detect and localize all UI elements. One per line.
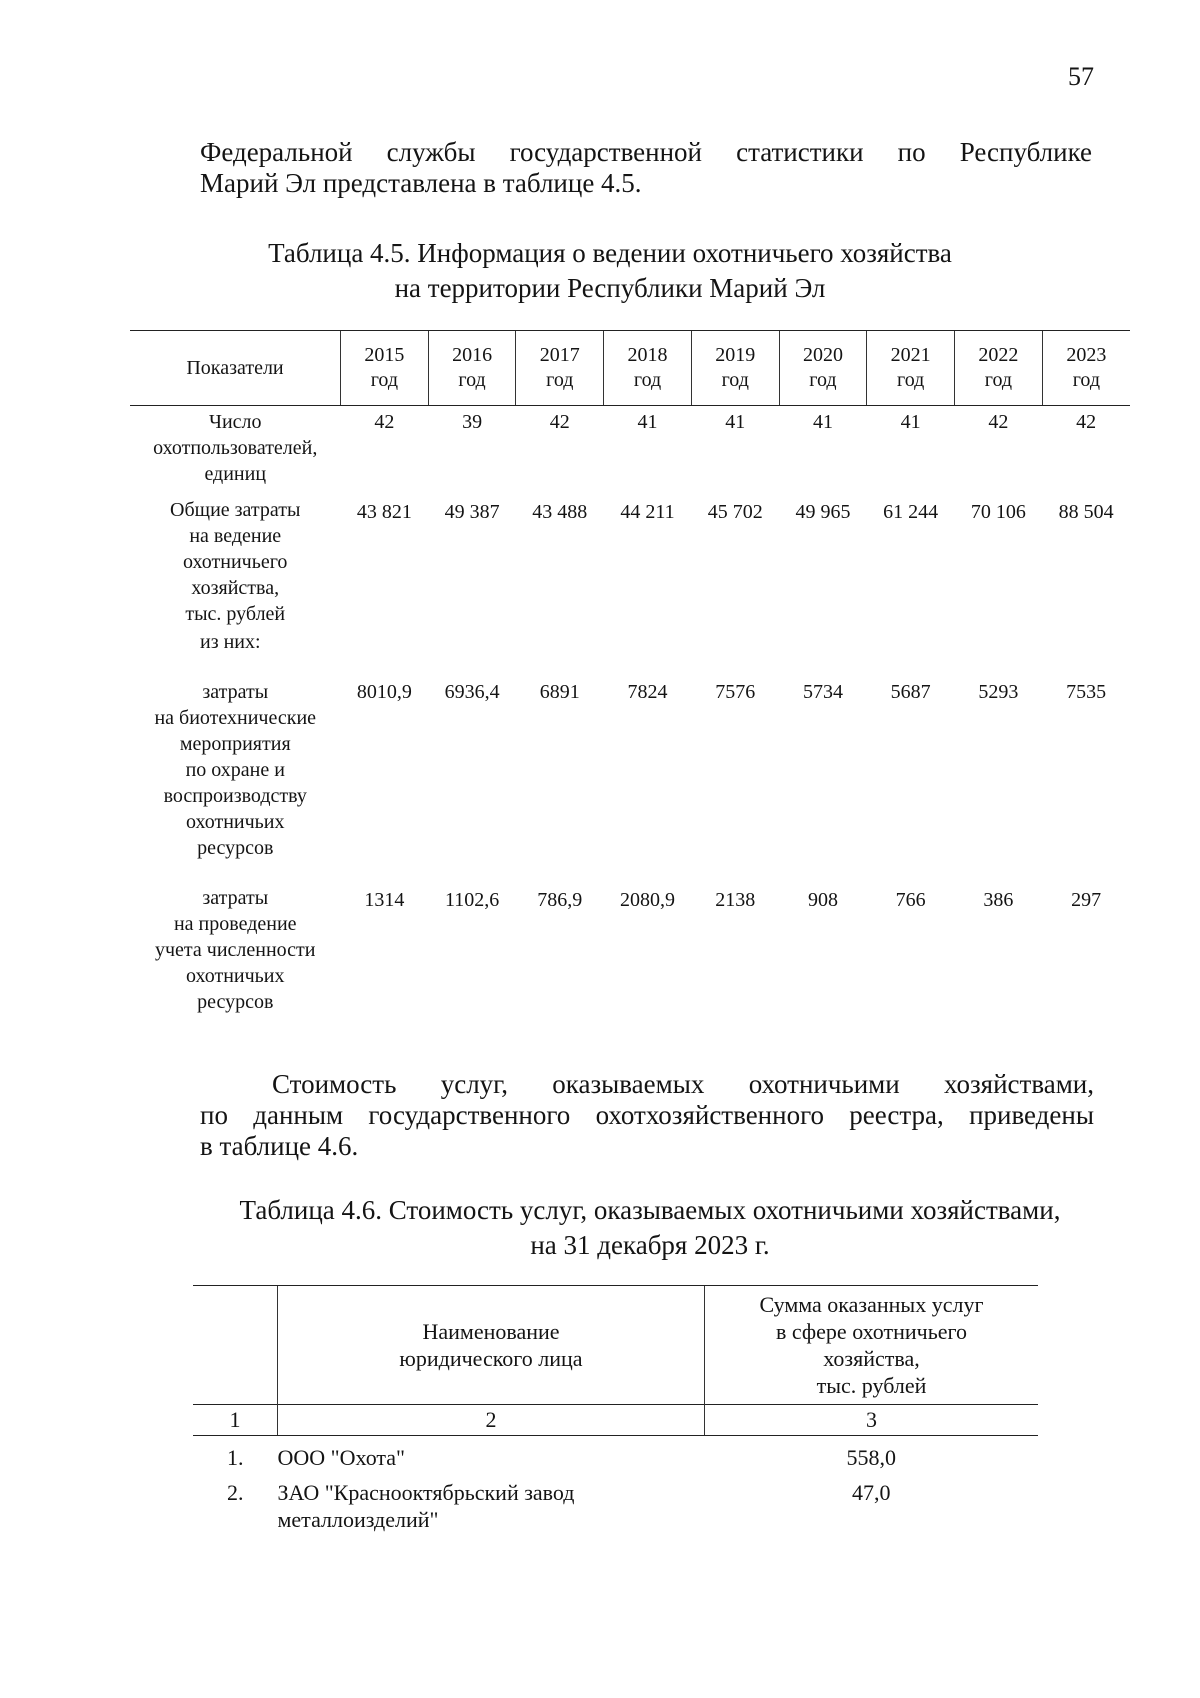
- cell-value: 41: [812, 411, 833, 433]
- cell-value: 7535: [1066, 681, 1107, 703]
- cell-value: 1314: [364, 889, 405, 911]
- year-header: 2021 год: [867, 331, 955, 406]
- row-number: 2.: [227, 1480, 244, 1505]
- table-row: [130, 679, 1130, 885]
- table-4-5-caption: [130, 236, 1090, 306]
- table-row: [130, 406, 1130, 498]
- services-paragraph: [200, 1069, 1094, 1162]
- services-line-1: Стоимость услуг, оказываемых охотничьими хозяйствами,: [272, 1069, 1094, 1099]
- table-4-6-caption: [150, 1193, 1150, 1263]
- intro-line-2: Марий Эл представлена в таблице 4.5.: [200, 168, 642, 198]
- cell-value: 5293: [978, 681, 1019, 703]
- year-header: 2016 год: [428, 331, 516, 406]
- table-row: [130, 885, 1130, 1027]
- cell-value: 43 488: [532, 501, 588, 523]
- caption-line-2: на территории Республики Марий Эл: [394, 273, 826, 303]
- cell-value: 908: [807, 889, 838, 911]
- table-header-row: [193, 1286, 1038, 1405]
- legal-entity-name: ЗАО "Краснооктябрьский завод металлоизделий": [277, 1480, 575, 1532]
- cell-value: 42: [374, 411, 395, 433]
- cell-value: 42: [549, 411, 570, 433]
- cell-value: 6936,4: [444, 681, 500, 703]
- table-header-row: [130, 331, 1130, 406]
- cell-value: 41: [725, 411, 746, 433]
- cell-value: 44 211: [620, 501, 675, 523]
- subheader-label: из них:: [200, 631, 261, 653]
- table-row: [193, 1471, 1038, 1533]
- cell-value: 1102,6: [444, 889, 500, 911]
- cell-value: 386: [983, 889, 1014, 911]
- services-sum: 47,0: [852, 1480, 891, 1505]
- cell-value: 2080,9: [620, 889, 676, 911]
- subheader-row: [130, 629, 1130, 679]
- row-label: Число охотпользователей, единиц: [153, 411, 318, 485]
- year-header: 2022 год: [955, 331, 1043, 406]
- cell-value: 5734: [802, 681, 843, 703]
- year-header: 2019 год: [691, 331, 779, 406]
- row-label: Общие затраты на ведение охотничьего хозяйства, тыс. рублей: [170, 499, 301, 625]
- cell-value: 6891: [539, 681, 580, 703]
- indicator-header: Показатели: [130, 331, 341, 406]
- cell-value: 8010,9: [356, 681, 412, 703]
- caption-line-1: Таблица 4.6. Стоимость услуг, оказываемых охотничьими хозяйствами,: [239, 1195, 1061, 1225]
- cell-value: 5687: [890, 681, 931, 703]
- cell-value: 42: [988, 411, 1009, 433]
- legal-entity-name: ООО "Охота": [277, 1445, 406, 1470]
- cell-value: 88 504: [1058, 501, 1114, 523]
- cell-value: 41: [900, 411, 921, 433]
- cell-value: 45 702: [707, 501, 763, 523]
- legal-entity-header: Наименование юридического лица: [278, 1286, 705, 1405]
- intro-line-1: Федеральной службы государственной статистики по Республике: [200, 137, 1092, 167]
- cell-value: 42: [1076, 411, 1097, 433]
- caption-line-2: на 31 декабря 2023 г.: [530, 1230, 770, 1260]
- caption-line-1: Таблица 4.5. Информация о ведении охотничьего хозяйства: [268, 238, 952, 268]
- year-header: 2023 год: [1042, 331, 1130, 406]
- cell-value: 49 387: [444, 501, 500, 523]
- number-header: [193, 1286, 278, 1405]
- row-label: затраты на проведение учета численности охотничьих ресурсов: [154, 887, 316, 1013]
- cell-value: 41: [637, 411, 658, 433]
- cell-value: 61 244: [883, 501, 939, 523]
- year-header: 2015 год: [341, 331, 429, 406]
- table-row: [193, 1436, 1038, 1472]
- column-number: 3: [705, 1405, 1039, 1436]
- year-header: 2020 год: [779, 331, 867, 406]
- intro-paragraph: [200, 137, 1092, 199]
- services-cost-table: [193, 1285, 1038, 1533]
- cell-value: 2138: [715, 889, 756, 911]
- cell-value: 766: [895, 889, 926, 911]
- page-number: 57: [1068, 62, 1094, 91]
- column-number: 2: [278, 1405, 705, 1436]
- year-header: 2018 год: [604, 331, 692, 406]
- services-line-3: в таблице 4.6.: [200, 1131, 359, 1161]
- year-header: 2017 год: [516, 331, 604, 406]
- cell-value: 786,9: [537, 889, 583, 911]
- cell-value: 70 106: [970, 501, 1026, 523]
- cell-value: 39: [462, 411, 483, 433]
- row-label: затраты на биотехнические мероприятия по охране и воспроизводству охотничьих ресурсов: [154, 681, 317, 859]
- row-number: 1.: [227, 1445, 244, 1470]
- cell-value: 7576: [715, 681, 756, 703]
- cell-value: 297: [1071, 889, 1102, 911]
- hunting-economy-table: [130, 330, 1130, 1027]
- cell-value: 49 965: [795, 501, 851, 523]
- cell-value: 43 821: [356, 501, 412, 523]
- table-row: [130, 497, 1130, 629]
- column-number: 1: [193, 1405, 278, 1436]
- services-line-2: по данным государственного охотхозяйственного реестра, приведены: [200, 1100, 1094, 1130]
- services-sum: 558,0: [846, 1445, 896, 1470]
- services-sum-header: Сумма оказанных услуг в сфере охотничьего хозяйства, тыс. рублей: [705, 1286, 1039, 1405]
- cell-value: 7824: [627, 681, 668, 703]
- column-number-row: [193, 1405, 1038, 1436]
